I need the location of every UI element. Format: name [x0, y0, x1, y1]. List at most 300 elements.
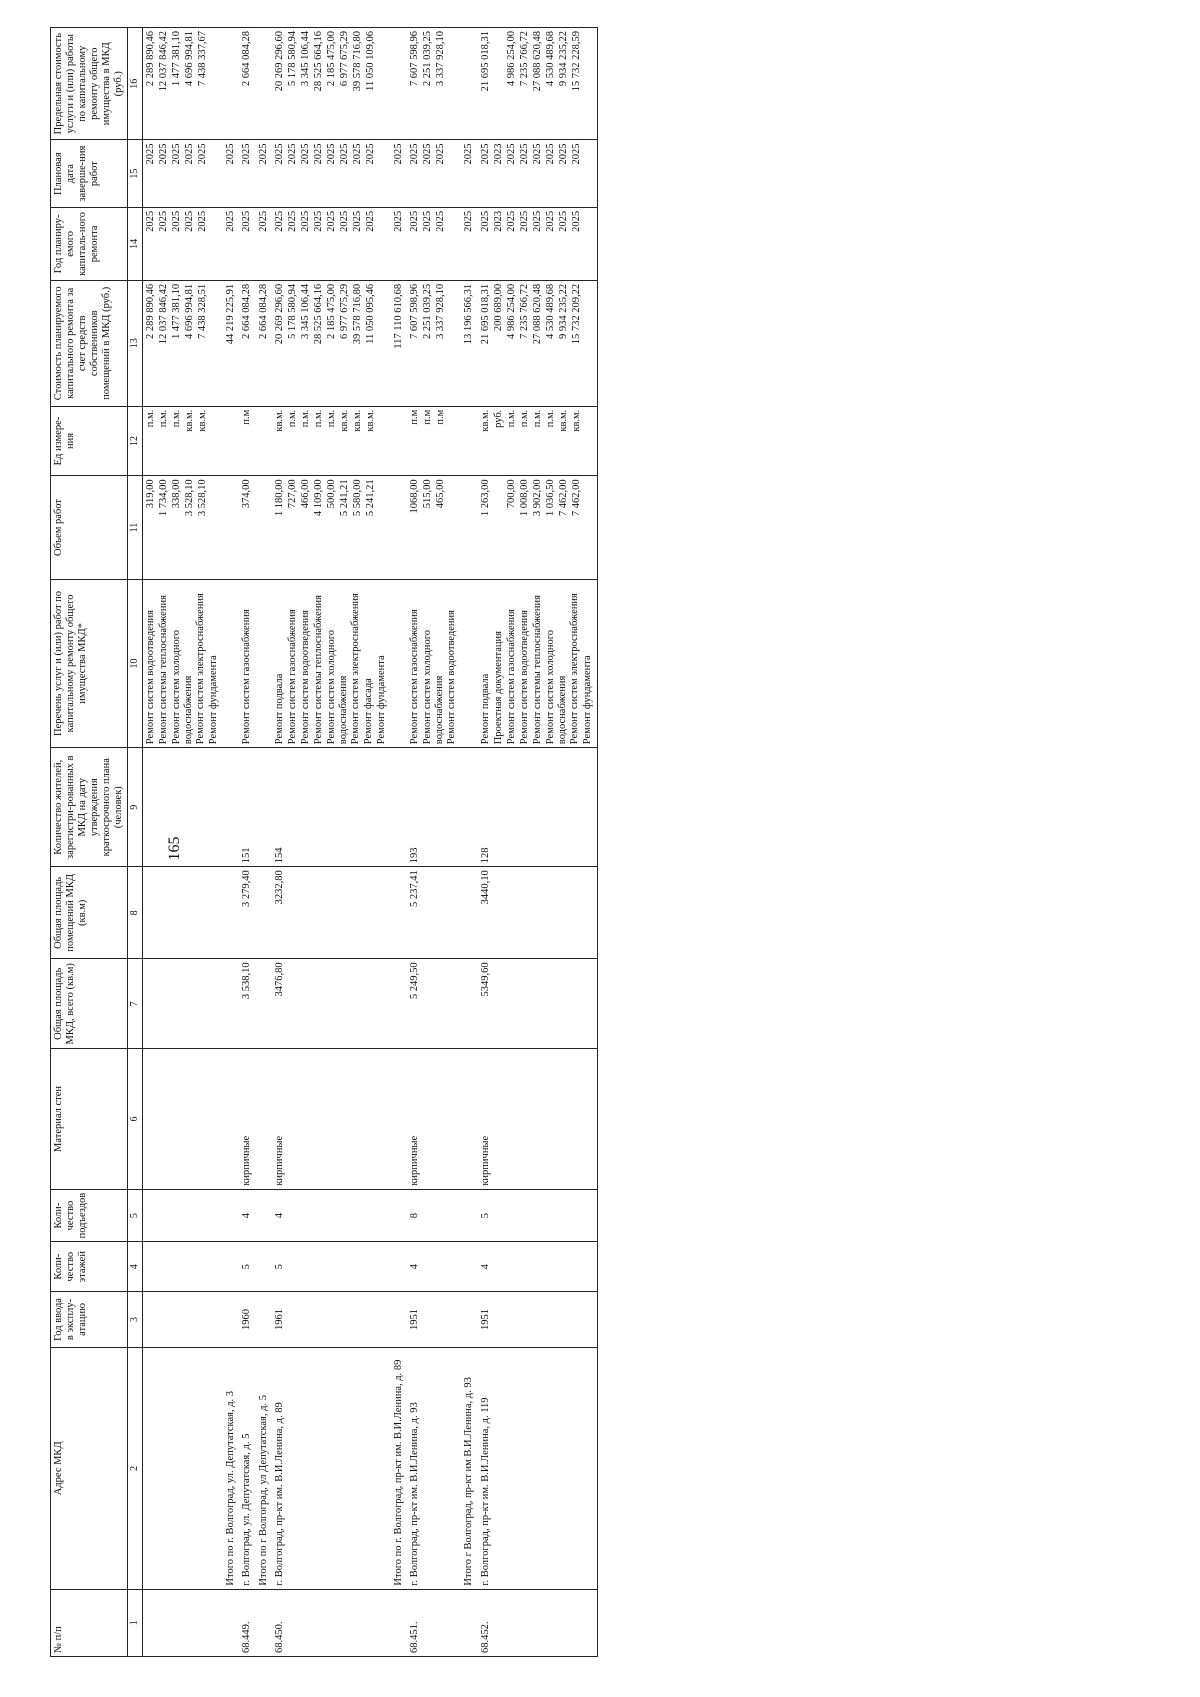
work-volume: 5 580,00: [352, 479, 364, 517]
work-year: 2025: [170, 210, 182, 232]
work-cost: 11 050 095,46: [365, 283, 377, 344]
work-end-date-cell: [142, 140, 223, 207]
work-year: 2025: [183, 210, 195, 232]
work-unit: кв.м.: [479, 409, 491, 432]
empty-cell: [256, 1189, 272, 1242]
work-cost-cell: [142, 280, 223, 406]
col-header-9: Количество жителей, зарегистри-рованных в МКД на дату утверждения краткосрочного плана (человек): [51, 748, 128, 867]
work-year: 2025: [570, 210, 582, 232]
house-floors: 4: [407, 1242, 461, 1291]
work-cost: 4 530 489,68: [544, 283, 556, 339]
work-unit: п.м.: [170, 409, 182, 428]
work-year: 2023: [492, 210, 504, 232]
work-end-date: 2025: [326, 143, 338, 165]
work-name: Ремонт систем холодного водоснабжения: [544, 629, 568, 745]
work-year: 2025: [365, 210, 377, 232]
col-header-10: Перечень услуг и (или) работ по капитальному ремонту общего имущества МКД*: [51, 579, 128, 748]
work-limit-cost-cell: [407, 28, 461, 140]
work-volume: 3 902,00: [531, 479, 543, 517]
work-unit: п.м.: [326, 409, 338, 428]
work-volume: 1 008,00: [518, 479, 530, 517]
work-unit: п.м.: [518, 409, 530, 428]
work-end-date: 2025: [422, 143, 434, 165]
col-header-6: Материал стен: [51, 1049, 128, 1189]
work-name: Ремонт систем холодного водоснабжения: [170, 629, 194, 745]
work-unit: кв.м.: [196, 409, 208, 432]
work-end-date: 2025: [196, 143, 208, 165]
total-row: [391, 28, 407, 1657]
house-year-built: 1951: [478, 1291, 598, 1347]
house-area-rooms: 5 237,41: [407, 867, 461, 959]
empty-cell: [391, 1291, 407, 1347]
total-year: 2025: [391, 207, 407, 280]
work-name: Проектная документация: [492, 631, 504, 745]
empty-cell: [461, 1291, 477, 1347]
work-limit-cost: 7 607 598,96: [409, 31, 421, 87]
total-label: Итого по г. Волгоград, ул. Депутатская, д. 3: [223, 1348, 239, 1590]
work-end-date: 2025: [531, 143, 543, 165]
header-row: [51, 28, 128, 1657]
work-volume: 1 734,00: [157, 479, 169, 517]
total-end-date: 2025: [223, 140, 239, 207]
column-number-11: 11: [128, 476, 143, 579]
column-number-3: 3: [128, 1291, 143, 1347]
empty-cell: [391, 1189, 407, 1242]
work-limit-cost: 28 525 664,16: [313, 31, 325, 92]
work-unit: п.м.: [531, 409, 543, 428]
work-volume: 319,00: [144, 479, 156, 509]
work-end-date-cell: [407, 140, 461, 207]
total-cost: 44 219 225,91: [223, 280, 239, 406]
work-year: 2025: [544, 210, 556, 232]
column-number-5: 5: [128, 1189, 143, 1242]
work-unit: п.м.: [313, 409, 325, 428]
work-name: Ремонт системы теплоснабжения: [157, 595, 169, 745]
work-name: Ремонт систем электроснабжения: [195, 593, 206, 745]
work-limit-cost: 7 438 337,67: [196, 31, 208, 87]
work-end-date: 2025: [544, 143, 556, 165]
work-end-date: 2025: [241, 143, 253, 165]
empty-cell: [391, 1049, 407, 1189]
column-number-8: 8: [128, 867, 143, 959]
work-cost: 2 664 084,28: [241, 283, 253, 339]
work-unit-cell: [272, 406, 391, 476]
work-end-date: 2025: [352, 143, 364, 165]
work-name-cell: [478, 579, 598, 748]
column-number-7: 7: [128, 959, 143, 1049]
house-floors: 5: [239, 1242, 256, 1291]
work-end-date: 2025: [505, 143, 517, 165]
work-name: Ремонт систем газоснабжения: [409, 609, 421, 745]
house-entrances: 4: [239, 1189, 256, 1242]
empty-cell: [142, 867, 223, 959]
work-unit: п.м: [435, 409, 447, 425]
empty-cell: [461, 476, 477, 579]
work-name: Ремонт систем водоотведения: [518, 610, 530, 745]
work-volume: 465,00: [435, 479, 447, 509]
work-end-date-cell: [478, 140, 598, 207]
empty-cell: [142, 1589, 223, 1656]
work-name-cell: [407, 579, 461, 748]
total-cost: 13 196 566,31: [461, 280, 477, 406]
empty-cell: [461, 579, 477, 748]
empty-cell: [223, 28, 239, 140]
house-area-total: 3 538,10: [239, 959, 256, 1049]
work-unit-cell: [142, 406, 223, 476]
work-limit-cost: 6 977 675,29: [339, 31, 351, 87]
work-limit-cost: 2 251 039,25: [422, 31, 434, 87]
empty-cell: [391, 579, 407, 748]
total-year: 2025: [461, 207, 477, 280]
work-year-cell: [272, 207, 391, 280]
total-cost: 117 110 610,68: [391, 280, 407, 406]
work-unit: кв.м.: [557, 409, 569, 432]
house-number: 68.451.: [407, 1589, 461, 1656]
work-cost: 3 345 106,44: [300, 283, 312, 339]
work-name: Ремонт фундамента: [581, 655, 593, 745]
work-limit-cost-cell: [239, 28, 256, 140]
work-limit-cost: 11 050 109,06: [365, 31, 377, 91]
column-number-2: 2: [128, 1348, 143, 1590]
work-end-date: 2025: [518, 143, 530, 165]
work-volume: 1 036,50: [544, 479, 556, 517]
total-label: Итого по г Волгоград, ул Депутатская, д. 5: [256, 1348, 272, 1590]
work-cost: 3 337 928,10: [435, 283, 447, 339]
empty-cell: [142, 1189, 223, 1242]
house-entrances: 5: [478, 1189, 598, 1242]
work-unit-cell: [478, 406, 598, 476]
work-cost: 7 438 328,51: [196, 283, 208, 339]
work-unit: п.м: [241, 409, 253, 425]
column-number-12: 12: [128, 406, 143, 476]
work-end-date: 2025: [287, 143, 299, 165]
total-label: Итого г Волгоград, пр-кт им В.И.Ленина, д. 93: [461, 1348, 477, 1590]
house-row: [272, 28, 391, 1657]
house-year-built: 1961: [272, 1291, 391, 1347]
col-header-16: Предельная стоимость услуги и (или) работы по капитальному ремонту общего имущества в МКД (руб.): [51, 28, 128, 140]
column-number-9: 9: [128, 748, 143, 867]
work-volume-cell: [478, 476, 598, 579]
empty-cell: [223, 579, 239, 748]
work-limit-cost: 39 578 716,80: [352, 31, 364, 92]
column-number-row: [128, 28, 143, 1657]
work-unit: кв.м.: [339, 409, 351, 432]
house-area-rooms: 3232,80: [272, 867, 391, 959]
work-end-date-cell: [239, 140, 256, 207]
work-name: Ремонт подвала: [479, 673, 491, 745]
col-header-5: Коли-чество подъездов: [51, 1189, 128, 1242]
work-end-date: 2025: [183, 143, 195, 165]
house-area-rooms: 3440,10: [478, 867, 598, 959]
house-area-total: 5349,60: [478, 959, 598, 1049]
column-number-10: 10: [128, 579, 143, 748]
work-name: Ремонт подвала: [274, 673, 286, 745]
work-year: 2025: [287, 210, 299, 232]
work-year-cell: [407, 207, 461, 280]
work-end-date: 2025: [557, 143, 569, 165]
empty-cell: [256, 959, 272, 1049]
work-name: Ремонт систем газоснабжения: [505, 609, 517, 745]
work-cost: 4 696 994,81: [183, 283, 195, 339]
work-unit: кв.м.: [183, 409, 195, 432]
work-volume: 5 241,21: [365, 479, 377, 517]
empty-cell: [223, 867, 239, 959]
house-residents: 193: [407, 748, 461, 867]
work-limit-cost: 4 986 254,00: [505, 31, 517, 87]
work-limit-cost: [493, 31, 506, 136]
work-year: 2025: [409, 210, 421, 232]
house-row: [407, 28, 461, 1657]
house-floors: 4: [478, 1242, 598, 1291]
work-name: Ремонт систем газоснабжения: [287, 609, 299, 745]
house-area-total: 5 249,50: [407, 959, 461, 1049]
empty-cell: [256, 28, 272, 140]
page-number: 165: [166, 836, 183, 861]
work-volume: 7 462,00: [570, 479, 582, 517]
house-number: 68.452.: [478, 1589, 598, 1656]
work-cost: 9 934 235,22: [557, 283, 569, 339]
work-limit-cost: 4 696 994,81: [183, 31, 195, 87]
work-year-cell: [142, 207, 223, 280]
empty-cell: [461, 748, 477, 867]
work-year: 2025: [518, 210, 530, 232]
work-name: Ремонт систем водоотведения: [144, 610, 156, 745]
work-end-date: 2023: [492, 143, 504, 165]
work-volume: 338,00: [170, 479, 182, 509]
work-end-date: 2025: [300, 143, 312, 165]
empty-cell: [391, 867, 407, 959]
work-year: 2025: [422, 210, 434, 232]
work-cost: 7 235 766,72: [518, 283, 530, 339]
work-cost: 200 689,00: [492, 283, 504, 332]
empty-cell: [142, 959, 223, 1049]
house-entrances: 4: [272, 1189, 391, 1242]
work-volume-cell: [272, 476, 391, 579]
house-address: г. Волгоград, пр-кт им. В.И.Ленина, д. 89: [272, 1348, 391, 1590]
house-number: 68.450.: [272, 1589, 391, 1656]
col-header-13: Стоимость планируемого капитального ремонта за счет средств собственников помещений в МКД (руб.): [51, 280, 128, 406]
work-year: 2025: [300, 210, 312, 232]
empty-cell: [256, 476, 272, 579]
work-volume-cell: [407, 476, 461, 579]
work-year-cell: [239, 207, 256, 280]
work-end-date: 2025: [313, 143, 325, 165]
work-unit: п.м.: [544, 409, 556, 428]
work-end-date-cell: [272, 140, 391, 207]
empty-cell: [142, 748, 223, 867]
empty-cell: [391, 748, 407, 867]
house-entrances: 8: [407, 1189, 461, 1242]
work-name: Ремонт систем газоснабжения: [241, 609, 253, 745]
work-volume: 515,00: [422, 479, 434, 509]
work-limit-cost: 2 664 084,28: [241, 31, 253, 87]
empty-cell: [223, 748, 239, 867]
empty-cell: [223, 476, 239, 579]
work-unit: п.м.: [287, 409, 299, 428]
work-name: Ремонт систем водоотведения: [446, 610, 458, 745]
work-year: 2025: [557, 210, 569, 232]
empty-cell: [142, 1242, 223, 1291]
work-year-cell: [478, 207, 598, 280]
work-limit-cost: 20 269 296,60: [274, 31, 286, 92]
house-residents: 154: [272, 748, 391, 867]
work-year: 2025: [505, 210, 517, 232]
work-unit: п.м.: [300, 409, 312, 428]
empty-cell: [461, 1589, 477, 1656]
total-year: 2025: [256, 207, 272, 280]
work-limit-cost: 2 289 890,46: [144, 31, 156, 87]
col-header-14: Год планиру-емого капиталь-ного ремонта: [51, 207, 128, 280]
house-row: [239, 28, 256, 1657]
house-walls: кирпичные: [272, 1049, 391, 1189]
house-address: г. Волгоград, пр-кт им. В.И.Ленина, д. 93: [407, 1348, 461, 1590]
work-limit-cost: 3 337 928,10: [435, 31, 447, 87]
house-floors: 5: [272, 1242, 391, 1291]
work-volume: 1068,00: [409, 479, 421, 514]
total-row: [256, 28, 272, 1657]
empty-cell: [142, 1291, 223, 1347]
continuation-row: [142, 28, 223, 1657]
empty-cell: [391, 406, 407, 476]
work-cost: 12 037 846,42: [157, 283, 169, 345]
work-year: 2025: [274, 210, 286, 232]
work-name: Ремонт систем электроснабжения: [568, 593, 580, 745]
col-header-3: Год ввода в эксплу-атацию: [51, 1291, 128, 1347]
house-walls: кирпичные: [478, 1049, 598, 1189]
house-residents: 151: [239, 748, 256, 867]
work-limit-cost: 4 530 489,68: [544, 31, 556, 87]
work-limit-cost: 7 235 766,72: [518, 31, 530, 87]
work-cost-cell: [239, 280, 256, 406]
column-number-16: 16: [128, 28, 143, 140]
total-end-date: 2025: [461, 140, 477, 207]
work-name: Ремонт системы теплоснабжения: [313, 595, 325, 745]
work-year: 2025: [313, 210, 325, 232]
work-volume: 466,00: [300, 479, 312, 509]
house-number: 68.449.: [239, 1589, 256, 1656]
work-name: Ремонт фундамента: [376, 655, 388, 745]
work-limit-cost-cell: [478, 28, 598, 140]
work-end-date: 2025: [274, 143, 286, 165]
work-unit: кв.м.: [570, 409, 582, 432]
work-year: 2025: [157, 210, 169, 232]
work-limit-cost: 27 088 620,48: [531, 31, 543, 92]
work-name: Ремонт системы теплоснабжения: [531, 595, 543, 745]
empty-cell: [223, 406, 239, 476]
work-volume: 1 180,00: [274, 479, 286, 517]
empty-cell: [256, 406, 272, 476]
house-area-total: 3476,80: [272, 959, 391, 1049]
work-volume: 3 528,10: [196, 479, 208, 517]
column-number-4: 4: [128, 1242, 143, 1291]
work-volume: 7 462,00: [557, 479, 569, 517]
house-year-built: 1960: [239, 1291, 256, 1347]
work-volume: 374,00: [241, 479, 253, 509]
capital-repair-table: [50, 27, 598, 1657]
empty-cell: [256, 1049, 272, 1189]
col-header-7: Общая площадь МКД, всего (кв.м): [51, 959, 128, 1049]
work-year: 2025: [352, 210, 364, 232]
work-name-cell: [142, 579, 223, 748]
column-number-1: 1: [128, 1589, 143, 1656]
work-cost: 7 607 598,96: [409, 283, 421, 339]
work-unit: кв.м.: [274, 409, 286, 432]
col-header-11: Объем работ: [51, 476, 128, 579]
work-limit-cost: 5 178 580,94: [287, 31, 299, 87]
work-volume: 1 263,00: [479, 479, 491, 517]
house-area-rooms: 3 279,40: [239, 867, 256, 959]
empty-cell: [391, 1242, 407, 1291]
total-cost: 2 664 084,28: [256, 280, 272, 406]
work-name: Ремонт систем холодного водоснабжения: [422, 629, 446, 745]
house-residents: 128: [478, 748, 598, 867]
total-row: [461, 28, 477, 1657]
work-year: 2025: [241, 210, 253, 232]
work-name: Ремонт систем водоотведения: [300, 610, 312, 745]
work-volume: 700,00: [505, 479, 517, 509]
work-name-cell: [239, 579, 256, 748]
work-name-cell: [272, 579, 391, 748]
work-cost: 28 525 664,16: [313, 283, 325, 345]
empty-cell: [223, 1189, 239, 1242]
column-number-13: 13: [128, 280, 143, 406]
work-name: Ремонт систем холодного водоснабжения: [326, 629, 350, 745]
work-end-date: 2025: [365, 143, 377, 165]
work-volume: 727,00: [287, 479, 299, 509]
empty-cell: [223, 959, 239, 1049]
work-unit: кв.м.: [352, 409, 364, 432]
work-year: 2025: [531, 210, 543, 232]
work-unit: п.м: [422, 409, 434, 425]
work-unit: п.м.: [144, 409, 156, 428]
work-cost: 15 732 209,22: [570, 283, 582, 345]
work-name: Ремонт фасада: [363, 678, 375, 745]
empty-cell: [256, 579, 272, 748]
work-cost-cell: [407, 280, 461, 406]
empty-cell: [223, 1589, 239, 1656]
work-cost-cell: [478, 280, 598, 406]
total-label: Итого по г. Волгоград, пр-кт им. В.И.Ленина, д. 89: [391, 1348, 407, 1590]
col-header-2: Адрес МКД: [51, 1348, 128, 1590]
empty-cell: [461, 867, 477, 959]
empty-cell: [391, 476, 407, 579]
house-address: г. Волгоград, ул. Депутатская, д. 5: [239, 1348, 256, 1590]
empty-cell: [461, 959, 477, 1049]
column-number-15: 15: [128, 140, 143, 207]
house-year-built: 1951: [407, 1291, 461, 1347]
work-cost: 5 178 580,94: [287, 283, 299, 339]
work-cost: 39 578 716,80: [352, 283, 364, 345]
work-volume: 5 241,21: [339, 479, 351, 517]
work-end-date: 2025: [570, 143, 582, 165]
work-end-date: 2025: [144, 143, 156, 165]
total-end-date: 2025: [391, 140, 407, 207]
work-unit: п.м.: [157, 409, 169, 428]
empty-cell: [256, 1242, 272, 1291]
work-limit-cost-cell: [142, 28, 223, 140]
empty-cell: [256, 867, 272, 959]
empty-cell: [142, 1348, 223, 1590]
work-end-date: 2025: [435, 143, 447, 165]
work-unit-cell: [407, 406, 461, 476]
house-address: г. Волгоград, пр-кт им. В.И.Ленина, д. 119: [478, 1348, 598, 1590]
work-year: 2025: [326, 210, 338, 232]
work-unit: руб.: [492, 409, 504, 428]
work-end-date: 2025: [339, 143, 351, 165]
column-number-14: 14: [128, 207, 143, 280]
work-volume: 4 109,00: [313, 479, 325, 517]
col-header-12: Ед измере-ния: [51, 406, 128, 476]
